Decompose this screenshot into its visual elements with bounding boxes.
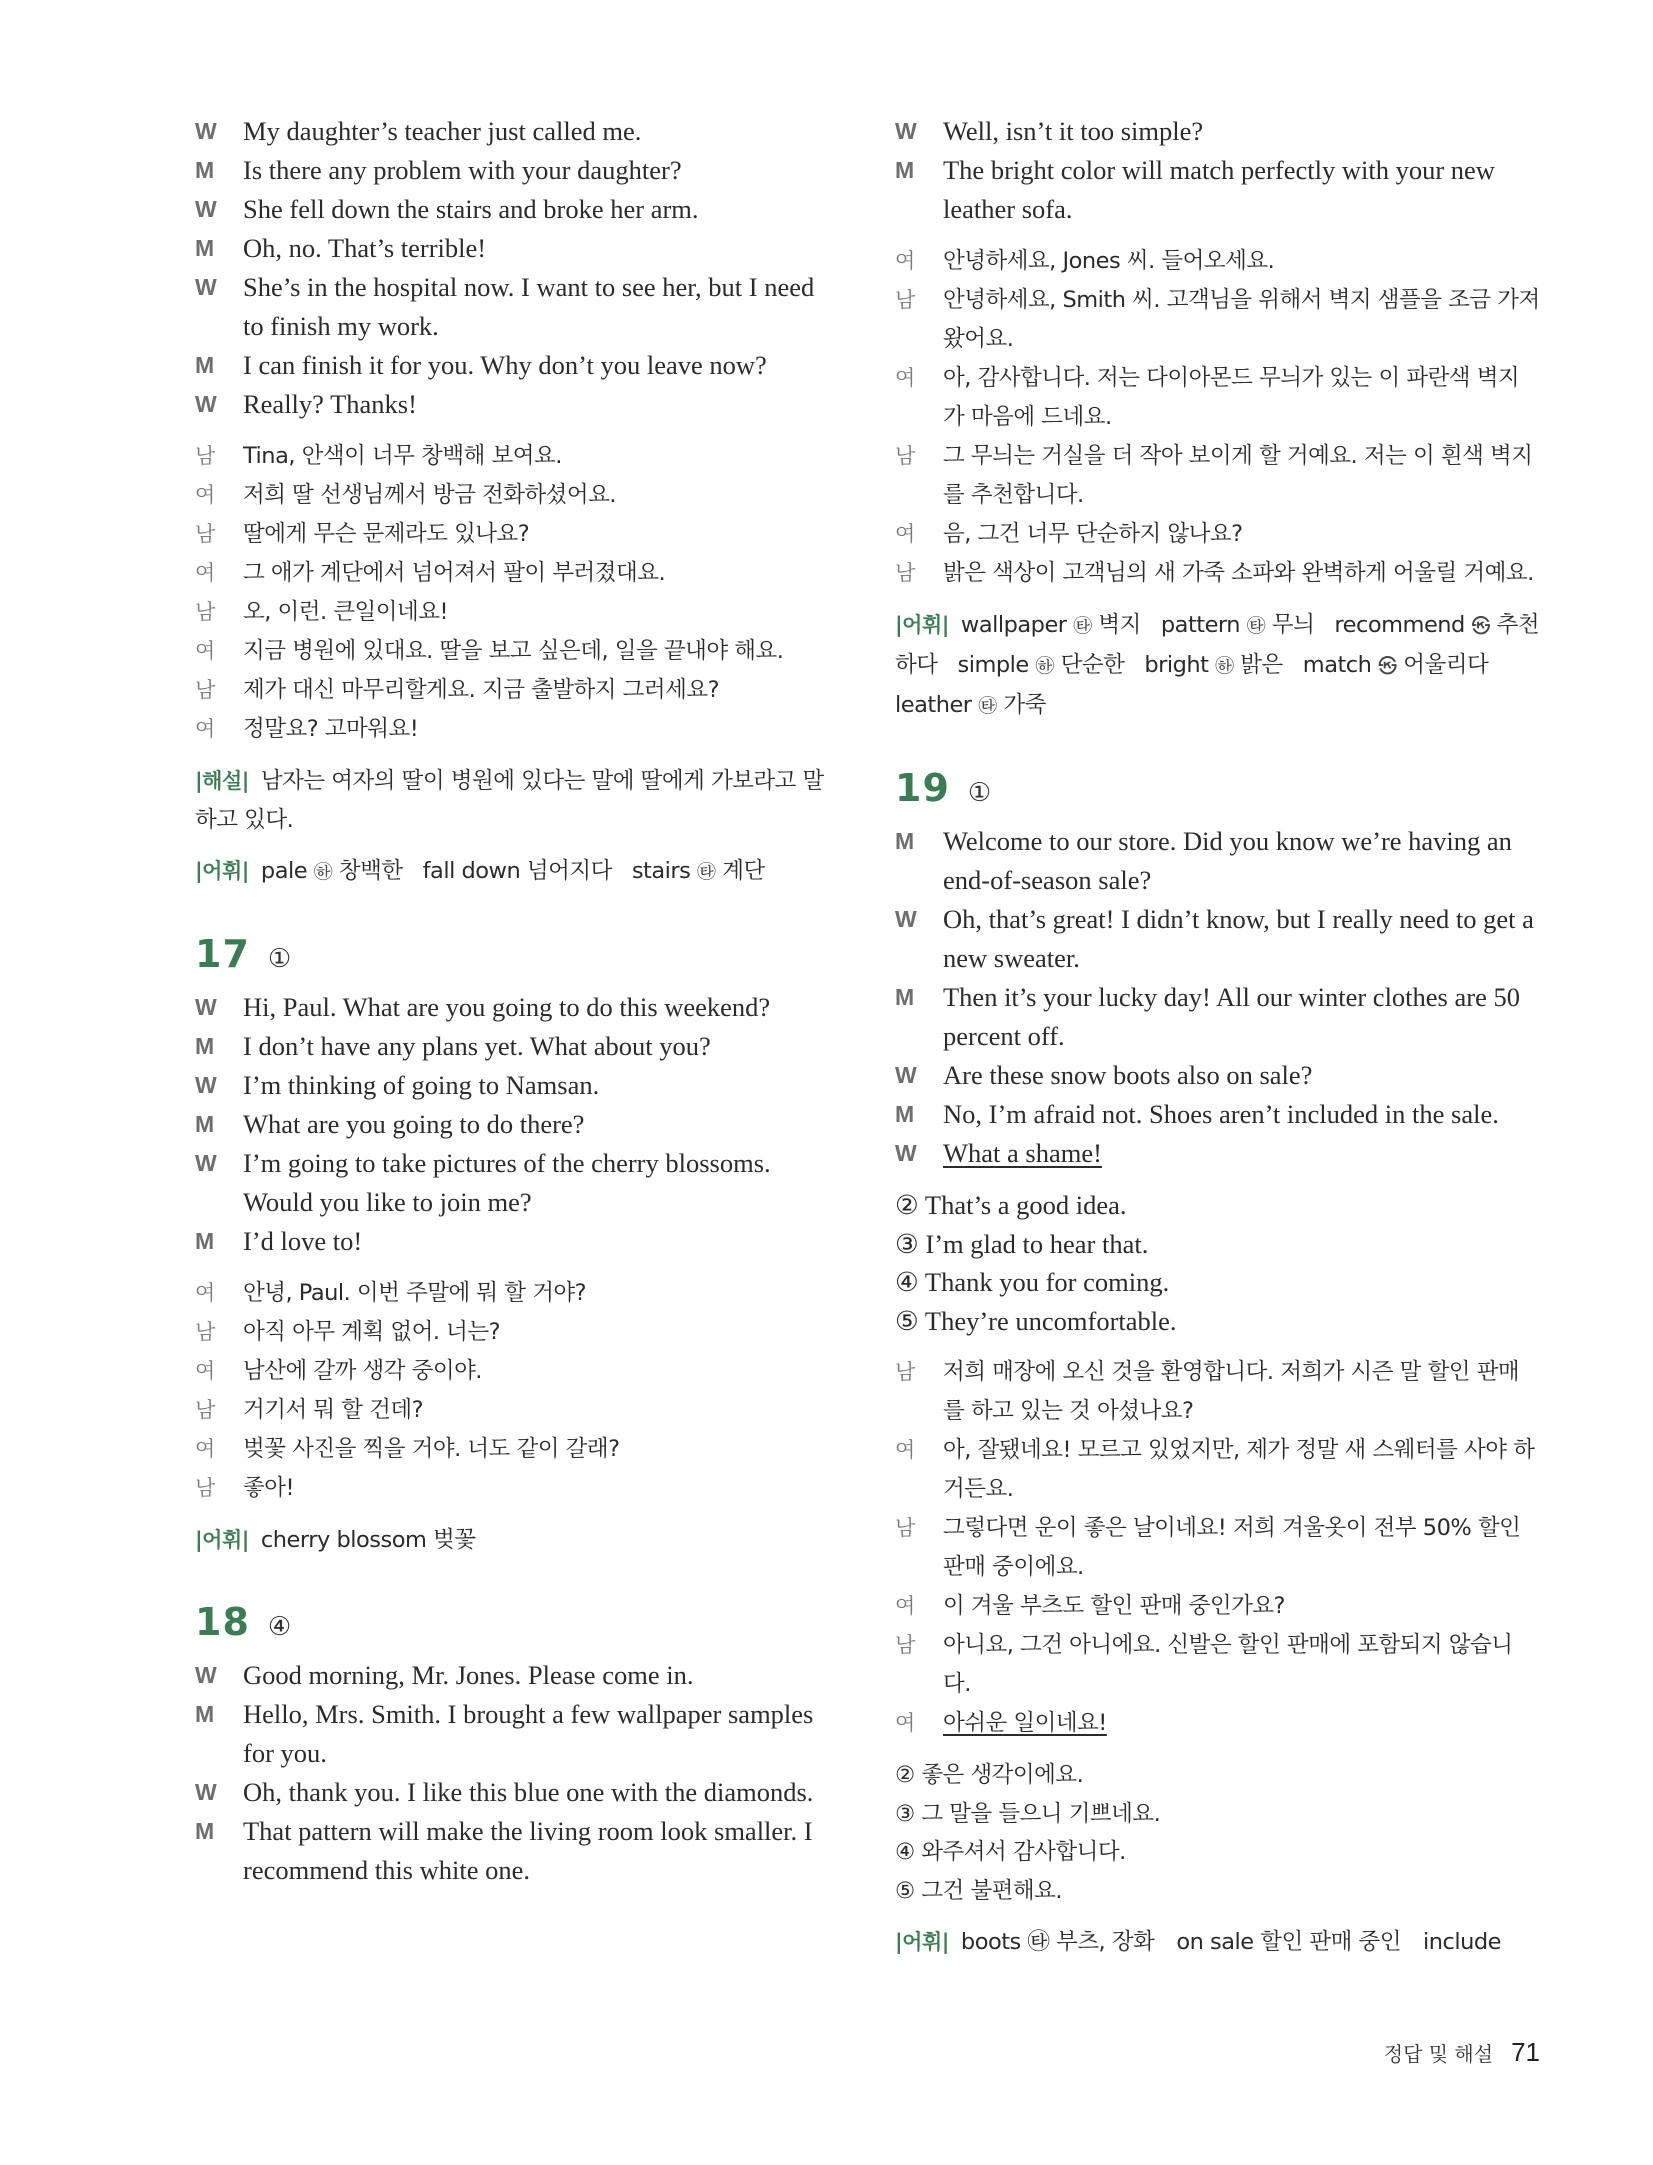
dialog-text xyxy=(243,1105,840,1144)
dialog-text-content: That pattern will make the living room look smaller. I recommend this white one. xyxy=(243,1816,813,1885)
vocab-entry xyxy=(895,692,1046,718)
dialog-text xyxy=(243,671,840,710)
part-of-speech-mark: ㉻ xyxy=(1035,655,1054,677)
explanation-text: 남자는 여자의 딸이 병원에 있다는 말에 딸에게 가보라고 말하고 있다. xyxy=(195,768,824,833)
dialog-text xyxy=(943,359,1540,437)
dialog-text xyxy=(943,900,1540,978)
dialog-text xyxy=(243,1812,840,1890)
dialog-line xyxy=(895,822,1540,900)
dialog-text xyxy=(243,1313,840,1352)
vocab-entry xyxy=(961,612,1141,638)
vocab-word: pale xyxy=(260,858,308,884)
answer-option: ③ I’m glad to hear that. xyxy=(895,1228,1149,1259)
speaker-label: 여 xyxy=(195,561,215,585)
part-of-speech-mark: ㉻ xyxy=(1215,655,1234,677)
question-answer: ① xyxy=(967,778,992,808)
dialog-line xyxy=(895,242,1540,281)
dialog-text-content: 안녕, Paul. 이번 주말에 뭐 할 거야? xyxy=(243,1280,587,1306)
vocab-meaning: 가죽 xyxy=(1003,692,1046,718)
vocabulary-17 xyxy=(195,1521,840,1560)
vocab-word: stairs xyxy=(631,858,691,884)
dialog-text-content: Are these snow boots also on sale? xyxy=(943,1060,1313,1090)
vocab-meaning: 창백한 xyxy=(338,858,403,884)
question-number: 19 xyxy=(895,766,950,810)
dialog-text-content: 지금 병원에 있대요. 딸을 보고 싶은데, 일을 끝내야 해요. xyxy=(243,638,784,664)
left-column xyxy=(195,112,840,1903)
dialog-line xyxy=(195,1144,840,1222)
dialog-text xyxy=(243,1144,840,1222)
dialog-text xyxy=(243,1027,840,1066)
dialog-line xyxy=(195,190,840,229)
dialog-line xyxy=(895,554,1540,593)
dialog-line xyxy=(895,151,1540,229)
dialog-text xyxy=(943,1056,1540,1095)
speaker-label: 남 xyxy=(895,561,915,585)
question-18-header xyxy=(195,1600,840,1650)
part-of-speech-mark: ㉹ xyxy=(1246,615,1266,637)
dialog-line xyxy=(895,1134,1540,1173)
vocabulary-tag: |어휘| xyxy=(895,613,949,637)
speaker-label: 여 xyxy=(195,483,215,507)
question-17-header xyxy=(195,932,840,982)
dialog-line xyxy=(195,151,840,190)
dialog-line xyxy=(195,710,840,749)
vocab-entry xyxy=(1303,652,1488,678)
dialog-line xyxy=(895,1431,1540,1509)
speaker-label: W xyxy=(895,906,917,932)
dialog-text xyxy=(943,1626,1540,1704)
speaker-label: W xyxy=(195,1150,217,1176)
speaker-label: 여 xyxy=(895,366,915,390)
speaker-label: 여 xyxy=(895,1438,915,1462)
answer-option: ④ Thank you for coming. xyxy=(895,1267,1170,1297)
dialog-text xyxy=(943,151,1540,229)
dialog-line xyxy=(195,1469,840,1508)
vocabulary-list xyxy=(895,612,1539,718)
dialog-text-content: 그 무늬는 거실을 더 작아 보이게 할 거예요. 저는 이 흰색 벽지를 추천합니다. xyxy=(943,443,1533,508)
vocabulary-16 xyxy=(195,852,840,892)
dialog-text-content: Oh, no. That’s terrible! xyxy=(243,233,487,263)
answer-option: ② 좋은 생각이에요. xyxy=(895,1762,1084,1788)
dialog-line xyxy=(195,385,840,424)
vocab-word: pattern xyxy=(1160,612,1241,638)
vocab-word: wallpaper xyxy=(960,612,1067,638)
dialog-text xyxy=(243,229,840,268)
dialog-text xyxy=(943,1095,1540,1134)
dialog-line xyxy=(195,1066,840,1105)
speaker-label: 남 xyxy=(195,1320,215,1344)
dialog-text xyxy=(243,1222,840,1261)
speaker-label: 여 xyxy=(195,1281,215,1305)
speaker-label: W xyxy=(195,196,217,222)
vocab-entry xyxy=(261,858,403,884)
dialog-text xyxy=(243,1274,840,1313)
dialog-text-content: 딸에게 무슨 문제라도 있나요? xyxy=(243,521,530,547)
dialog-line xyxy=(195,1274,840,1313)
dialog-text-content: 음, 그건 너무 단순하지 않나요? xyxy=(943,521,1243,547)
dialog-text-content: 아쉬운 일이네요! xyxy=(943,1710,1107,1736)
dialog-18-korean xyxy=(895,242,1540,593)
dialog-text-content: 그렇다면 운이 좋은 날이네요! 저희 겨울옷이 전부 50% 할인 판매 중이에요. xyxy=(943,1515,1521,1580)
vocab-meaning: 계단 xyxy=(722,858,765,884)
dialog-text-content: 남산에 갈까 생각 중이야. xyxy=(243,1358,482,1384)
vocab-entry xyxy=(632,858,765,884)
dialog-line xyxy=(195,671,840,710)
dialog-line xyxy=(895,112,1540,151)
vocabulary-tag: |어휘| xyxy=(195,1528,249,1552)
dialog-text xyxy=(243,554,840,593)
dialog-line xyxy=(895,1704,1540,1743)
speaker-label: W xyxy=(895,1140,917,1166)
speaker-label: M xyxy=(895,984,915,1010)
dialog-text xyxy=(943,1353,1540,1431)
dialog-text xyxy=(243,1066,840,1105)
question-number: 17 xyxy=(195,932,250,976)
dialog-text-content: 좋아! xyxy=(243,1475,294,1501)
vocab-word: match xyxy=(1302,652,1372,678)
dialog-text-content: 벚꽃 사진을 찍을 거야. 너도 같이 갈래? xyxy=(243,1436,620,1462)
speaker-label: 여 xyxy=(895,1594,915,1618)
dialog-line xyxy=(195,268,840,346)
speaker-label: M xyxy=(895,157,915,183)
speaker-label: 남 xyxy=(195,600,215,624)
speaker-label: 남 xyxy=(895,444,915,468)
speaker-label: M xyxy=(195,1228,215,1254)
dialog-text-content: 안녕하세요, Smith 씨. 고객님을 위해서 벽지 샘플을 조금 가져왔어요. xyxy=(943,287,1540,352)
dialog-text-content: The bright color will match perfectly with your new leather sofa. xyxy=(943,155,1495,224)
dialog-text-content: Hi, Paul. What are you going to do this weekend? xyxy=(243,992,771,1022)
speaker-label: M xyxy=(195,157,215,183)
part-of-speech-mark: ㉹ xyxy=(978,695,997,717)
dialog-text-content: 정말요? 고마워요! xyxy=(243,716,419,742)
dialog-text xyxy=(943,437,1540,515)
part-of-speech-mark: ㉹ xyxy=(1073,615,1092,637)
dialog-text xyxy=(943,112,1540,151)
speaker-label: W xyxy=(195,274,217,300)
vocab-entry xyxy=(957,652,1124,678)
dialog-text-content: She’s in the hospital now. I want to see her, but I need to finish my work. xyxy=(243,272,815,341)
dialog-line xyxy=(895,281,1540,359)
dialog-text xyxy=(243,268,840,346)
dialog-line xyxy=(195,1105,840,1144)
vocabulary-text: boots ㉹ 부츠, 장화 on sale 할인 판매 중인 include xyxy=(960,1929,1501,1955)
part-of-speech-mark: ㉻ xyxy=(313,861,333,883)
dialog-line xyxy=(895,1626,1540,1704)
dialog-text xyxy=(243,1695,840,1773)
dialog-text-content: 저희 딸 선생님께서 방금 전화하셨어요. xyxy=(243,482,617,508)
speaker-label: M xyxy=(195,1033,215,1059)
dialog-text-content: No, I’m afraid not. Shoes aren’t included in the sale. xyxy=(943,1099,1499,1129)
vocab-meaning: 넘어지다 xyxy=(526,858,612,884)
speaker-label: 여 xyxy=(195,1437,215,1461)
dialog-text-content: 오, 이런. 큰일이네요! xyxy=(243,599,449,625)
dialog-text-content: I’m going to take pictures of the cherry blossoms. Would you like to join me? xyxy=(243,1148,771,1217)
speaker-label: M xyxy=(195,1701,215,1727)
dialog-line xyxy=(195,1391,840,1430)
dialog-text-content: 거기서 뭐 할 건데? xyxy=(243,1397,424,1423)
dialog-text xyxy=(243,151,840,190)
dialog-text xyxy=(243,1656,840,1695)
dialog-16-english xyxy=(195,112,840,424)
part-of-speech-mark: ㉹ xyxy=(697,861,716,883)
dialog-17-english xyxy=(195,988,840,1261)
speaker-label: 남 xyxy=(195,1476,215,1500)
page-footer xyxy=(1360,2037,1540,2068)
vocab-word: fall down xyxy=(422,858,521,884)
vocabulary-tag: |어휘| xyxy=(895,1930,949,1954)
speaker-label: 남 xyxy=(195,1398,215,1422)
vocab-meaning: 밝은 xyxy=(1240,652,1283,678)
dialog-text-content: Good morning, Mr. Jones. Please come in. xyxy=(243,1660,694,1690)
question-answer: ④ xyxy=(267,1612,292,1642)
dialog-text xyxy=(943,1704,1540,1743)
speaker-label: 남 xyxy=(895,1516,915,1540)
speaker-label: 여 xyxy=(195,717,215,741)
dialog-line xyxy=(195,1773,840,1812)
speaker-label: 여 xyxy=(195,1359,215,1383)
dialog-text xyxy=(243,476,840,515)
dialog-text-content: My daughter’s teacher just called me. xyxy=(243,116,642,146)
dialog-text xyxy=(943,1134,1540,1173)
page-number: 71 xyxy=(1511,2037,1540,2067)
speaker-label: 남 xyxy=(195,678,215,702)
answer-option: ② That’s a good idea. xyxy=(895,1190,1127,1220)
dialog-text xyxy=(943,281,1540,359)
vocabulary-19 xyxy=(895,1923,1540,1962)
dialog-text xyxy=(243,437,840,476)
vocab-meaning: 추천하다 xyxy=(895,612,1540,678)
dialog-text-content: Hello, Mrs. Smith. I brought a few wallpaper samples for you. xyxy=(243,1699,814,1768)
dialog-line xyxy=(195,554,840,593)
dialog-line xyxy=(195,437,840,476)
dialog-line xyxy=(195,593,840,632)
dialog-text xyxy=(243,632,840,671)
dialog-line xyxy=(895,1095,1540,1134)
dialog-text-content: 제가 대신 마무리할게요. 지금 출발하지 그러세요? xyxy=(243,677,720,703)
answer-option: ⑤ They’re uncomfortable. xyxy=(895,1305,1177,1336)
dialog-line xyxy=(195,1695,840,1773)
question-answer: ① xyxy=(267,944,292,974)
dialog-text-content: Oh, that’s great! I didn’t know, but I really need to get a new sweater. xyxy=(943,904,1534,973)
dialog-text-content: Then it’s your lucky day! All our winter clothes are 50 percent off. xyxy=(943,982,1520,1051)
speaker-label: M xyxy=(195,1818,215,1844)
dialog-text xyxy=(243,190,840,229)
dialog-text xyxy=(943,1587,1540,1626)
dialog-text-content: Well, isn’t it too simple? xyxy=(943,116,1204,146)
dialog-text xyxy=(243,1352,840,1391)
dialog-text-content: I don’t have any plans yet. What about you? xyxy=(243,1031,711,1061)
speaker-label: 여 xyxy=(195,639,215,663)
dialog-line xyxy=(895,359,1540,437)
speaker-label: W xyxy=(195,391,217,417)
dialog-text-content: What are you going to do there? xyxy=(243,1109,585,1139)
dialog-line xyxy=(195,229,840,268)
speaker-label: 남 xyxy=(895,1633,915,1657)
speaker-label: W xyxy=(195,118,217,144)
dialog-text-content: Is there any problem with your daughter? xyxy=(243,155,682,185)
dialog-line xyxy=(195,346,840,385)
dialog-line xyxy=(895,1587,1540,1626)
dialog-text-content: Tina, 안색이 너무 창백해 보여요. xyxy=(243,443,562,469)
dialog-text-content: Oh, thank you. I like this blue one with the diamonds. xyxy=(243,1777,814,1807)
speaker-label: W xyxy=(195,1072,217,1098)
dialog-text xyxy=(943,515,1540,554)
speaker-label: M xyxy=(195,352,215,378)
dialog-line xyxy=(195,988,840,1027)
dialog-text-content: 그 애가 계단에서 넘어져서 팔이 부러졌대요. xyxy=(243,560,666,586)
answer-option: ④ 와주셔서 감사합니다. xyxy=(895,1839,1126,1865)
options-19-korean xyxy=(895,1756,1540,1910)
dialog-text-content: I’m thinking of going to Namsan. xyxy=(243,1070,600,1100)
dialog-text xyxy=(943,1431,1540,1509)
vocabulary-tag: |어휘| xyxy=(195,859,249,883)
dialog-line xyxy=(195,1812,840,1890)
dialog-text-content: 이 겨울 부츠도 할인 판매 중인가요? xyxy=(943,1593,1285,1619)
speaker-label: M xyxy=(195,235,215,261)
dialog-line xyxy=(195,515,840,554)
dialog-text-content: 안녕하세요, Jones 씨. 들어오세요. xyxy=(943,248,1275,274)
question-number: 18 xyxy=(195,1600,250,1644)
dialog-line xyxy=(195,112,840,151)
dialog-text xyxy=(243,112,840,151)
speaker-label: 여 xyxy=(895,1711,915,1735)
dialog-18-english-continued xyxy=(895,112,1540,229)
speaker-label: 여 xyxy=(895,249,915,273)
speaker-label: 남 xyxy=(895,288,915,312)
vocab-meaning: 어울리다 xyxy=(1403,652,1489,678)
dialog-text xyxy=(943,1509,1540,1587)
speaker-label: M xyxy=(195,1111,215,1137)
dialog-text xyxy=(243,515,840,554)
part-of-speech-mark: ㉿ xyxy=(1471,615,1491,637)
dialog-text-content: I can finish it for you. Why don’t you leave now? xyxy=(243,350,767,380)
dialog-line xyxy=(895,437,1540,515)
vocab-word: simple xyxy=(957,652,1029,678)
dialog-line xyxy=(895,978,1540,1056)
dialog-text xyxy=(943,822,1540,900)
dialog-text-content: 아, 잘됐네요! 모르고 있었지만, 제가 정말 새 스웨터를 사야 하거든요. xyxy=(943,1437,1535,1502)
speaker-label: 남 xyxy=(195,522,215,546)
right-column xyxy=(895,112,1540,1974)
dialog-19-english xyxy=(895,822,1540,1173)
dialog-text-content: 아직 아무 계획 없어. 너는? xyxy=(243,1319,501,1345)
options-19-english xyxy=(895,1186,1540,1340)
dialog-text-content: Welcome to our store. Did you know we’re having an end-of-season sale? xyxy=(943,826,1512,895)
dialog-text xyxy=(943,554,1540,593)
dialog-text xyxy=(243,1773,840,1812)
vocab-meaning: 단순한 xyxy=(1060,652,1125,678)
speaker-label: 남 xyxy=(195,444,215,468)
vocab-meaning: 벽지 xyxy=(1098,612,1141,638)
dialog-line xyxy=(195,476,840,515)
speaker-label: M xyxy=(895,828,915,854)
dialog-text xyxy=(243,1391,840,1430)
speaker-label: W xyxy=(195,994,217,1020)
dialog-text xyxy=(243,385,840,424)
dialog-19-korean xyxy=(895,1353,1540,1743)
vocab-word: leather xyxy=(895,692,972,718)
speaker-label: W xyxy=(895,118,917,144)
vocabulary-18 xyxy=(895,606,1540,726)
dialog-line xyxy=(195,1656,840,1695)
dialog-18-english xyxy=(195,1656,840,1890)
dialog-text-content: 아니요, 그건 아니에요. 신발은 할인 판매에 포함되지 않습니다. xyxy=(943,1632,1513,1697)
dialog-line xyxy=(195,1352,840,1391)
dialog-text xyxy=(943,978,1540,1056)
dialog-text-content: Really? Thanks! xyxy=(243,389,417,419)
vocabulary-text: cherry blossom 벚꽃 xyxy=(260,1527,476,1553)
explanation-16 xyxy=(195,762,840,840)
dialog-line xyxy=(895,515,1540,554)
dialog-line xyxy=(195,1430,840,1469)
dialog-text-content: I’d love to! xyxy=(243,1226,363,1256)
dialog-text xyxy=(243,593,840,632)
answer-option: ⑤ 그건 불편해요. xyxy=(895,1877,1063,1904)
vocab-entry xyxy=(423,858,612,884)
explanation-tag: |해설| xyxy=(195,769,249,793)
dialog-text-content: 아, 감사합니다. 저는 다이아몬드 무늬가 있는 이 파란색 벽지가 마음에 드네요. xyxy=(943,365,1520,430)
speaker-label: W xyxy=(195,1779,217,1805)
vocab-word: recommend xyxy=(1334,612,1465,638)
part-of-speech-mark: ㉿ xyxy=(1378,655,1397,677)
dialog-text-content: 저희 매장에 오신 것을 환영합니다. 저희가 시즌 말 할인 판매를 하고 있는 것 아셨나요? xyxy=(943,1359,1520,1424)
speaker-label: M xyxy=(895,1101,915,1127)
speaker-label: 여 xyxy=(895,522,915,546)
dialog-text xyxy=(243,988,840,1027)
dialog-16-korean xyxy=(195,437,840,749)
section-label: 정답 및 해설 xyxy=(1383,2042,1494,2066)
dialog-line xyxy=(895,1056,1540,1095)
dialog-text xyxy=(243,710,840,749)
question-19-header xyxy=(895,766,1540,816)
vocab-entry xyxy=(1144,652,1282,678)
answer-option: ③ 그 말을 들으니 기쁘네요. xyxy=(895,1800,1161,1827)
dialog-text-content: What a shame! xyxy=(943,1138,1102,1168)
speaker-label: 남 xyxy=(895,1360,915,1384)
dialog-text xyxy=(943,242,1540,281)
dialog-line xyxy=(895,1509,1540,1587)
dialog-17-korean xyxy=(195,1274,840,1508)
dialog-line xyxy=(195,1027,840,1066)
dialog-line xyxy=(895,900,1540,978)
vocab-word: bright xyxy=(1144,652,1209,678)
speaker-label: W xyxy=(895,1062,917,1088)
speaker-label: W xyxy=(195,1662,217,1688)
dialog-line xyxy=(195,1222,840,1261)
dialog-line xyxy=(195,632,840,671)
vocabulary-list xyxy=(261,858,785,884)
vocab-meaning: 무늬 xyxy=(1271,612,1315,638)
vocab-entry xyxy=(1161,612,1315,638)
dialog-text xyxy=(243,1430,840,1469)
dialog-text-content: She fell down the stairs and broke her arm. xyxy=(243,194,699,224)
dialog-text xyxy=(243,1469,840,1508)
dialog-text xyxy=(243,346,840,385)
dialog-text-content: 밝은 색상이 고객님의 새 가죽 소파와 완벽하게 어울릴 거예요. xyxy=(943,560,1534,586)
dialog-line xyxy=(895,1353,1540,1431)
dialog-line xyxy=(195,1313,840,1352)
